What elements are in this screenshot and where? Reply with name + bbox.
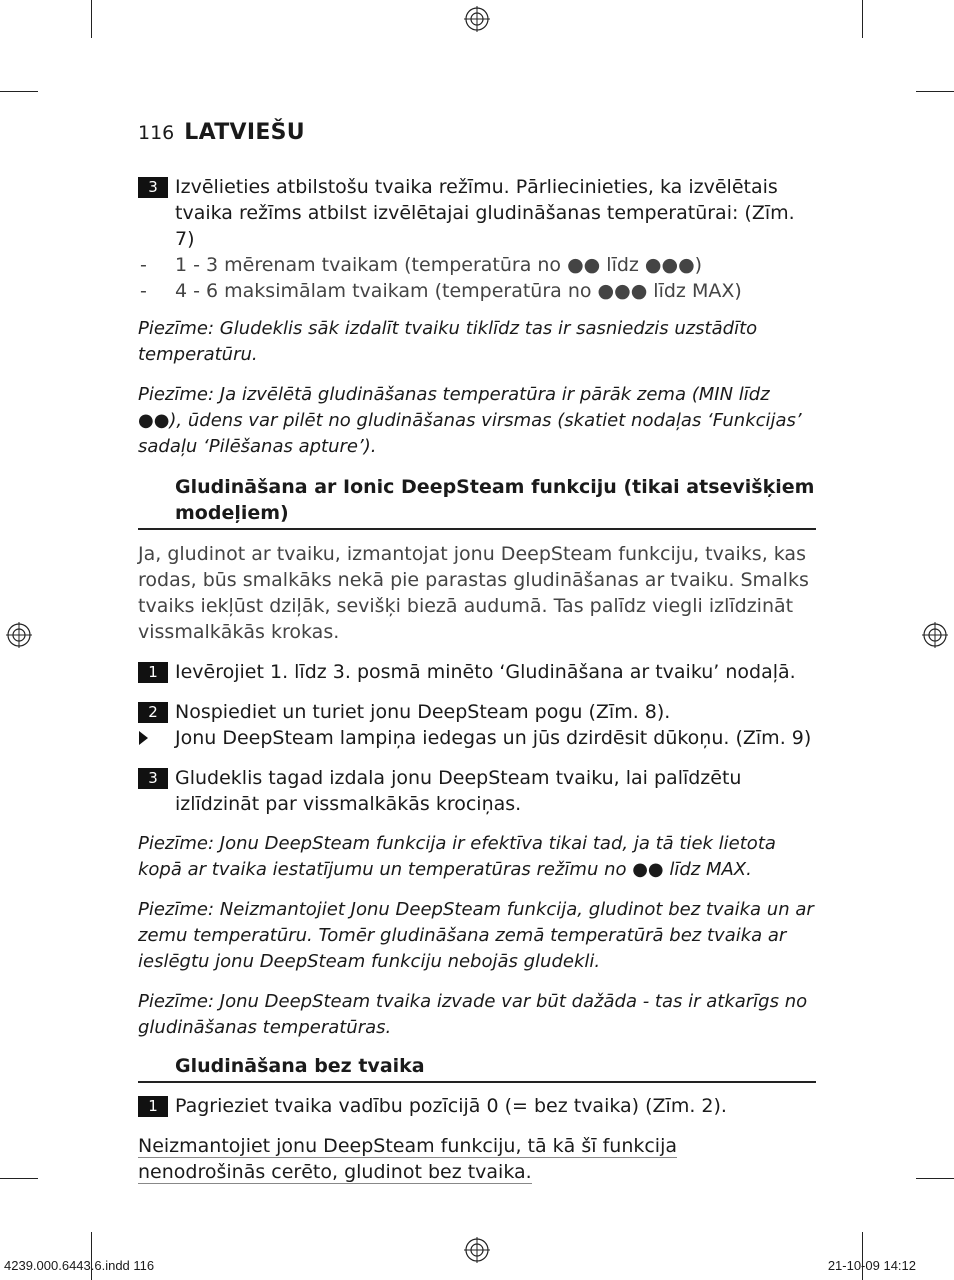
list-item-text: 1 - 3 mērenam tvaikam (temperatūra no ●● līdz ●●●) (175, 254, 703, 276)
note-deepsteam-output: Piezīme: Jonu DeepSteam tvaika izvade var būt dažāda - tas ir atkarīgs no gludināšanas temperatūras. (138, 991, 808, 1038)
step-2 (138, 699, 816, 725)
crop-mark (0, 1178, 38, 1179)
warning-text (138, 1133, 806, 1185)
step-3-steam-setting (138, 174, 816, 252)
footer-date: 21-10-09 14:12 (827, 1258, 916, 1273)
note-steam-start: Piezīme: Gludeklis sāk izdalīt tvaiku tiklīdz tas ir sasniedzis uzstādīto temperatūru. (138, 318, 758, 365)
section-heading-dry-ironing: Gludināšana bez tvaika (138, 1053, 816, 1083)
step-number: 1 (138, 1096, 168, 1117)
step-text: Nospiediet un turiet jonu DeepSteam pogu (Zīm. 8). (175, 701, 671, 723)
manual-content (138, 174, 816, 1185)
list-item (138, 252, 816, 278)
note-low-temperature: Piezīme: Ja izvēlētā gludināšanas temperatūra ir pārāk zema (MIN līdz ●●), ūdens var pilēt no gludināšanas virsmas (skatiet nodaļas ‘Funkcijas’ sadaļu ‘Pilēšanas apture’). (138, 384, 802, 457)
dash-marker: - (140, 280, 147, 302)
step-text: Izvēlieties atbilstošu tvaika režīmu. Pārliecinieties, ka izvēlētais tvaika režīms atbilst izvēlētajai gludināšanas temperatūrai: (Zīm. 7) (175, 176, 795, 250)
footer-file-info: 4239.000.6443.6.indd 116 (4, 1258, 155, 1273)
step-1-dry (138, 1093, 816, 1119)
step-text: Ievērojiet 1. līdz 3. posmā minēto ‘Gludināšana ar tvaiku’ nodaļā. (175, 661, 796, 683)
crop-mark (862, 0, 863, 38)
language-title: LATVIEŠU (184, 120, 305, 145)
step-number: 2 (138, 702, 168, 723)
note-deepsteam-without-steam: Piezīme: Neizmantojiet Jonu DeepSteam funkcija, gludinot bez tvaika un ar zemu temperatūru. Tomēr gludināšana zemā temperatūrā bez tvaika ar ieslēgtu jonu DeepSteam funkciju nebojās gludekli. (138, 899, 814, 972)
page-header (138, 120, 305, 145)
step-number: 1 (138, 662, 168, 683)
registration-mark-icon (922, 622, 948, 648)
step-1 (138, 659, 816, 685)
dash-marker: - (140, 254, 147, 276)
section-heading-ionic-deepsteam: Gludināšana ar Ionic DeepSteam funkciju (tikai atsevišķiem modeļiem) (138, 474, 816, 530)
result-text: Jonu DeepSteam lampiņa iedegas un jūs dzirdēsit dūkoņu. (Zīm. 9) (175, 727, 812, 749)
step-3-deepsteam (138, 765, 816, 817)
step-text: Gludeklis tagad izdala jonu DeepSteam tvaiku, lai palīdzētu izlīdzināt par vissmalkākās krociņas. (175, 767, 742, 815)
step-number: 3 (138, 177, 168, 198)
registration-mark-icon (464, 6, 490, 32)
warning-text-span: Neizmantojiet jonu DeepSteam funkciju, tā kā šī funkcija nenodrošinās cerēto, gludinot bez tvaika. (138, 1135, 678, 1183)
list-item (138, 278, 816, 304)
step-text: Pagrieziet tvaika vadību pozīcijā 0 (= bez tvaika) (Zīm. 2). (175, 1095, 727, 1117)
registration-mark-icon (464, 1237, 490, 1263)
list-item-text: 4 - 6 maksimālam tvaikam (temperatūra no ●●● līdz MAX) (175, 280, 742, 302)
crop-mark (916, 91, 954, 92)
step-2-result (138, 725, 816, 751)
registration-mark-icon (6, 622, 32, 648)
page-number: 116 (138, 122, 175, 144)
intro-paragraph: Ja, gludinot ar tvaiku, izmantojat jonu DeepSteam funkciju, tvaiks, kas rodas, būs smalkāks nekā pie parastas gludināšanas ar tvaiku. Smalks tvaiks iekļūst dziļāk, sevišķi biezā audumā. Tas palīdz viegli izlīdzināt vissmalkākās krokas. (138, 543, 809, 643)
note-deepsteam-effective: Piezīme: Jonu DeepSteam funkcija ir efektīva tikai tad, ja tā tiek lietota kopā ar tvaika iestatījumu un temperatūras režīmu no ●● līdz MAX. (138, 833, 776, 880)
result-arrow-icon (139, 731, 148, 745)
crop-mark (91, 0, 92, 38)
step-number: 3 (138, 768, 168, 789)
crop-mark (0, 91, 38, 92)
crop-mark (916, 1178, 954, 1179)
